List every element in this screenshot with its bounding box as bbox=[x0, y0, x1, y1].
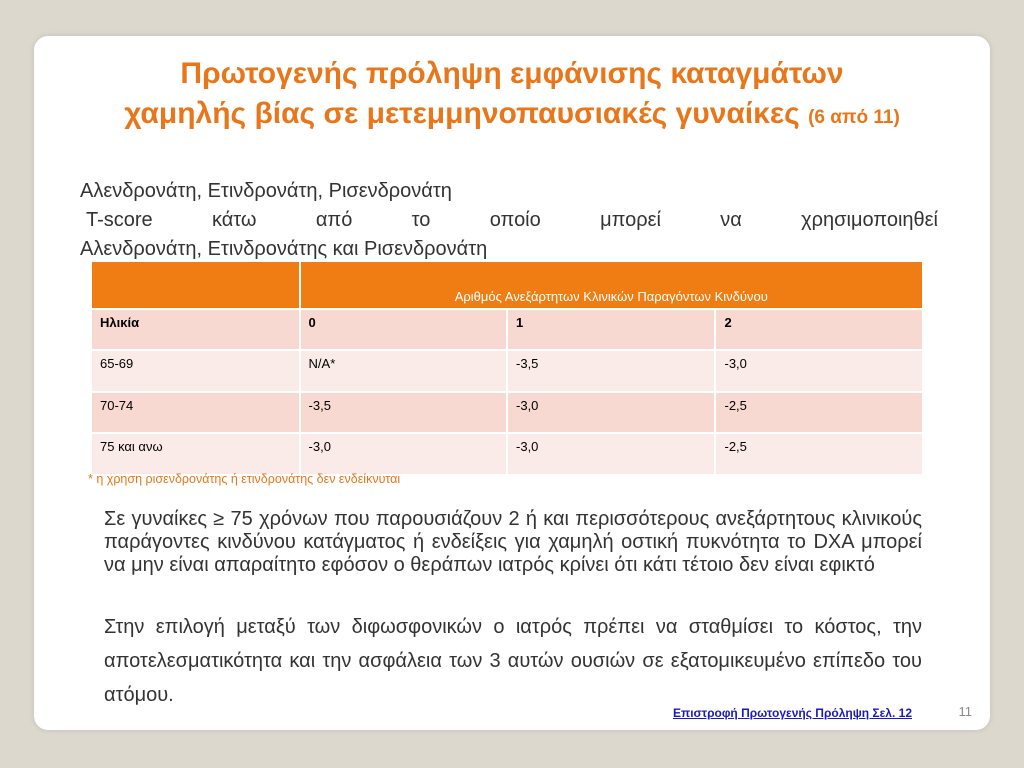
table-cell: 65-69 bbox=[91, 350, 300, 392]
title-line-2 bbox=[34, 94, 990, 138]
table-column-label: 2 bbox=[715, 309, 923, 350]
tscore-table bbox=[90, 260, 924, 476]
table-column-label: 1 bbox=[507, 309, 715, 350]
table-header-span: Αριθμός Ανεξάρτητων Κλινικών Παραγόντων Κινδύνου bbox=[300, 261, 923, 309]
table-row bbox=[91, 433, 923, 475]
table-cell: -3,5 bbox=[300, 392, 507, 433]
table-cell: 70-74 bbox=[91, 392, 300, 433]
title-pager: (6 από 11) bbox=[808, 107, 900, 128]
table-header-empty-cell bbox=[91, 261, 300, 309]
title-line-1: Πρωτογενής πρόληψη εμφάνισης καταγμάτων bbox=[180, 57, 844, 90]
table-cell: -3,5 bbox=[507, 350, 715, 392]
table-cell: N/A* bbox=[300, 350, 507, 392]
table-header-row bbox=[91, 261, 923, 309]
drugs-line-3: Αλενδρονάτη, Ετινδρονάτης και Ρισενδρονάτη bbox=[80, 238, 488, 260]
table-cell: -3,0 bbox=[507, 433, 715, 475]
drugs-line-1: Αλενδρονάτη, Ετινδρονάτη, Ρισενδρονάτη bbox=[80, 180, 452, 202]
table-row bbox=[91, 392, 923, 433]
table-row bbox=[91, 350, 923, 392]
table-cell: 75 και ανω bbox=[91, 433, 300, 475]
drugs-heading bbox=[80, 177, 938, 264]
slide-title bbox=[34, 54, 990, 138]
table-cell: -3,0 bbox=[715, 350, 923, 392]
drugs-line-2: T-score κάτω από το οποίο μπορεί να χρησιμοποιηθεί bbox=[86, 209, 938, 231]
page-number: 11 bbox=[958, 704, 972, 719]
table-cell: -3,0 bbox=[300, 433, 507, 475]
title-line-2-text: χαμηλής βίας σε μετεμμηνοπαυσιακές γυναίκες bbox=[124, 97, 800, 130]
table-cell: -3,0 bbox=[507, 392, 715, 433]
table-cell: -2,5 bbox=[715, 433, 923, 475]
paragraph-choice: Στην επιλογή μεταξύ των διφωσφονικών ο ιατρός πρέπει να σταθμίσει το κόστος, την αποτελεσματικότητα και την ασφάλεια των 3 αυτών ουσιών σε εξατομικευμένο επίπεδο του ατόμου. bbox=[104, 616, 922, 706]
table-footnote: * η χρηση ρισενδρονάτης ή ετινδρονάτης δεν ενδείκνυται bbox=[88, 472, 401, 486]
table-cell: -2,5 bbox=[715, 392, 923, 433]
table-column-label: 0 bbox=[300, 309, 507, 350]
table-column-labels-row bbox=[91, 309, 923, 350]
table-column-label: Ηλικία bbox=[91, 309, 300, 350]
back-link[interactable]: Επιστροφή Πρωτογενής Πρόληψη Σελ. 12 bbox=[673, 706, 912, 720]
slide-card bbox=[34, 36, 990, 730]
paragraph-dxa: Σε γυναίκες ≥ 75 χρόνων που παρουσιάζουν 2 ή και περισσότερους ανεξάρτητους κλινικούς παράγοντες κινδύνου κατάγματος ή ενδείξεις για χαμηλή οστική πυκνότητα το DXA μπορεί να μην είναι απαραίτητο εφόσον ο θεράπων ιατρός κρίνει ότι κάτι τέτοιο δεν είναι εφικτό bbox=[104, 508, 922, 576]
